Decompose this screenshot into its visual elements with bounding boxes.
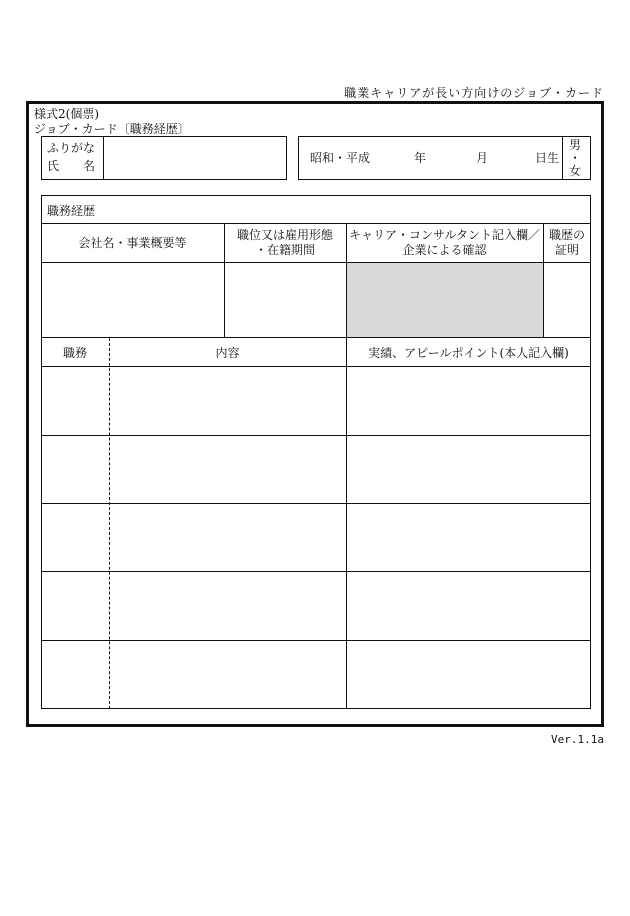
name-input-area[interactable]	[104, 137, 286, 179]
form-subtitle: ジョブ・カード〔職務経歴〕	[34, 122, 190, 136]
company-input-area[interactable]	[42, 263, 224, 337]
birth-day-label: 日生	[535, 151, 560, 165]
name-label: 氏 名	[47, 159, 96, 173]
birth-year-label: 年	[414, 151, 427, 165]
form-style-label: 様式2(個票)	[34, 107, 99, 121]
cert-input-area[interactable]	[544, 263, 590, 337]
gender-female[interactable]: 女	[569, 164, 582, 178]
col-cert-header-1: 職歴の	[548, 228, 585, 242]
col-cert-header-2: 証明	[554, 243, 579, 257]
duty-row-5[interactable]	[42, 641, 590, 708]
col-achievement-header: 実績、アピールポイント(本人記入欄)	[368, 346, 569, 360]
col-position-header-1: 職位又は雇用形態	[236, 228, 333, 242]
birth-month-label: 月	[476, 151, 489, 165]
version-label: Ver.1.1a	[551, 733, 604, 746]
col-company-header: 会社名・事業概要等	[78, 236, 187, 250]
duty-row-2[interactable]	[42, 436, 590, 502]
position-input-area[interactable]	[225, 263, 346, 337]
header-note: 職業キャリアが長い方向けのジョブ・カード	[344, 86, 604, 100]
col-consultant-header-1: キャリア・コンサルタント記入欄／	[349, 228, 540, 242]
col-duty-header: 職務	[62, 346, 87, 360]
career-section-title: 職務経歴	[47, 204, 96, 218]
consultant-area	[347, 263, 543, 337]
duty-row-1[interactable]	[42, 367, 590, 434]
birth-era-label: 昭和・平成	[310, 151, 371, 165]
gender-male[interactable]: 男	[569, 138, 582, 152]
gender-separator: ・	[569, 151, 582, 165]
furigana-label: ふりがな	[47, 141, 96, 155]
col-content-header: 内容	[215, 346, 240, 360]
col-position-header-2: ・在籍期間	[254, 243, 315, 257]
duty-row-4[interactable]	[42, 572, 590, 639]
duty-row-3[interactable]	[42, 504, 590, 570]
col-consultant-header-2: 企業による確認	[402, 243, 487, 257]
